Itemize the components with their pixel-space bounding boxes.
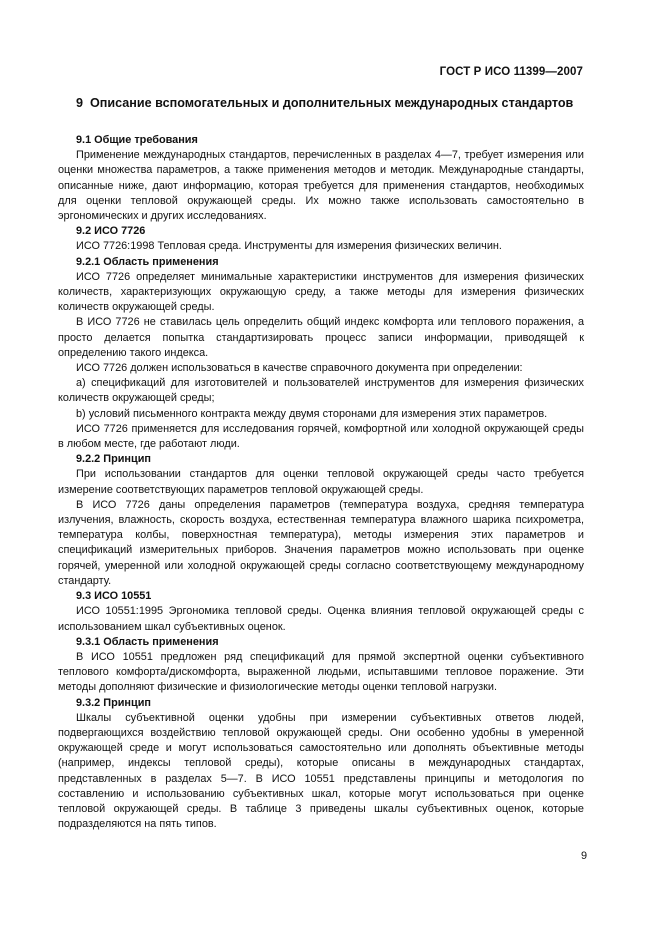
document-code-header: ГОСТ Р ИСО 11399—2007	[439, 66, 583, 78]
page-number: 9	[580, 850, 587, 862]
paragraph: При использовании стандартов для оценки тепловой окружающей среды часто требуется измерение соответствующих параметров тепловой окружающей среды.	[58, 468, 584, 496]
paragraph: В ИСО 7726 не ставилась цель определить общий индекс комфорта или теплового поражения, а просто делается попытка стандартизировать процесс записи информации, приводящей к определению такого индекса.	[58, 316, 584, 359]
subsection-heading: 9.3.2 Принцип	[76, 696, 151, 709]
paragraph: a) спецификаций для изготовителей и пользователей инструментов для измерения физических количеств окружающей среды;	[58, 377, 584, 405]
paragraph: ИСО 7726 должен использоваться в качестве справочного документа при определении:	[76, 362, 523, 375]
paragraph: Шкалы субъективной оценки удобны при измерении субъективных ответов людей, подвергающихся воздействию тепловой окружающей среды. Они особенно удобны в умеренной окружающей среде и могут использоваться самостоятельно или дополнять объективные методы (например, индексы тепловой среды), которые описаны в международных стандартах, представленных в разделах 5—7. В ИСО 10551 представлены принципы и методология по составлению и использованию субъективных шкал, которые могут использоваться при оценке тепловой окружающей среды. В таблице 3 приведены шкалы субъективных оценок, которые подразделяются на пять типов.	[58, 711, 584, 831]
paragraph: В ИСО 10551 предложен ряд спецификаций для прямой экспертной оценки субъективного теплового комфорта/дискомфорта, выраженной людьми, испытавшими тепловое поражение. Эти методы дополняют физические и физиологические методы оценки тепловой нагрузки.	[58, 650, 584, 694]
section-number: 9	[76, 96, 84, 110]
subsection-heading: 9.3 ИСО 10551	[76, 590, 152, 603]
paragraph: В ИСО 7726 даны определения параметров (температура воздуха, средняя температура излучения, влажность, скорость воздуха, естественная температура влажного шарика психрометра, температура колбы, поверхностная температура), методы измерения этих параметров и спецификаций измерительных приборов. Значения параметров можно использовать при оценке горячей, умеренной или холодной окружающей среды согласно соответствующему международному стандарту.	[58, 498, 584, 587]
paragraph: ИСО 10551:1995 Эргономика тепловой среды. Оценка влияния тепловой окружающей среды с использованием шкал субъективных оценок.	[58, 605, 584, 633]
subsection-heading: 9.2 ИСО 7726	[76, 225, 146, 238]
paragraph: b) условий письменного контракта между двумя сторонами для измерения этих параметров.	[76, 407, 548, 420]
paragraph: ИСО 7726 применяется для исследования горячей, комфортной или холодной окружающей среды в любом месте, где работают люди.	[58, 422, 584, 451]
subsection-heading: 9.2.2 Принцип	[76, 453, 151, 466]
paragraph: Применение международных стандартов, перечисленных в разделах 4—7, требует измерения или оценки множества параметров, а также применения методов и методик. Международные стандарты, описанные ниже, дают информацию, которая требуется для применения стандартов, необходимых для оценки тепловой окружающей среды. Их можно также использовать самостоятельно в эргономических и других исследованиях.	[58, 149, 584, 223]
paragraph: ИСО 7726 определяет минимальные характеристики инструментов для измерения физических количеств, характеризующих окружающую среду, а также методы для измерения физических количеств окружающей среды.	[58, 270, 584, 314]
page-body	[58, 95, 584, 832]
subsection-heading: 9.1 Общие требования	[76, 134, 198, 146]
section-heading	[76, 95, 584, 111]
paragraph: ИСО 7726:1998 Тепловая среда. Инструменты для измерения физических величин.	[76, 240, 502, 253]
subsection-heading: 9.2.1 Область применения	[76, 255, 219, 268]
section-title: Описание вспомогательных и дополнительных международных стандартов	[90, 96, 574, 110]
subsection-heading: 9.3.1 Область применения	[76, 635, 219, 648]
